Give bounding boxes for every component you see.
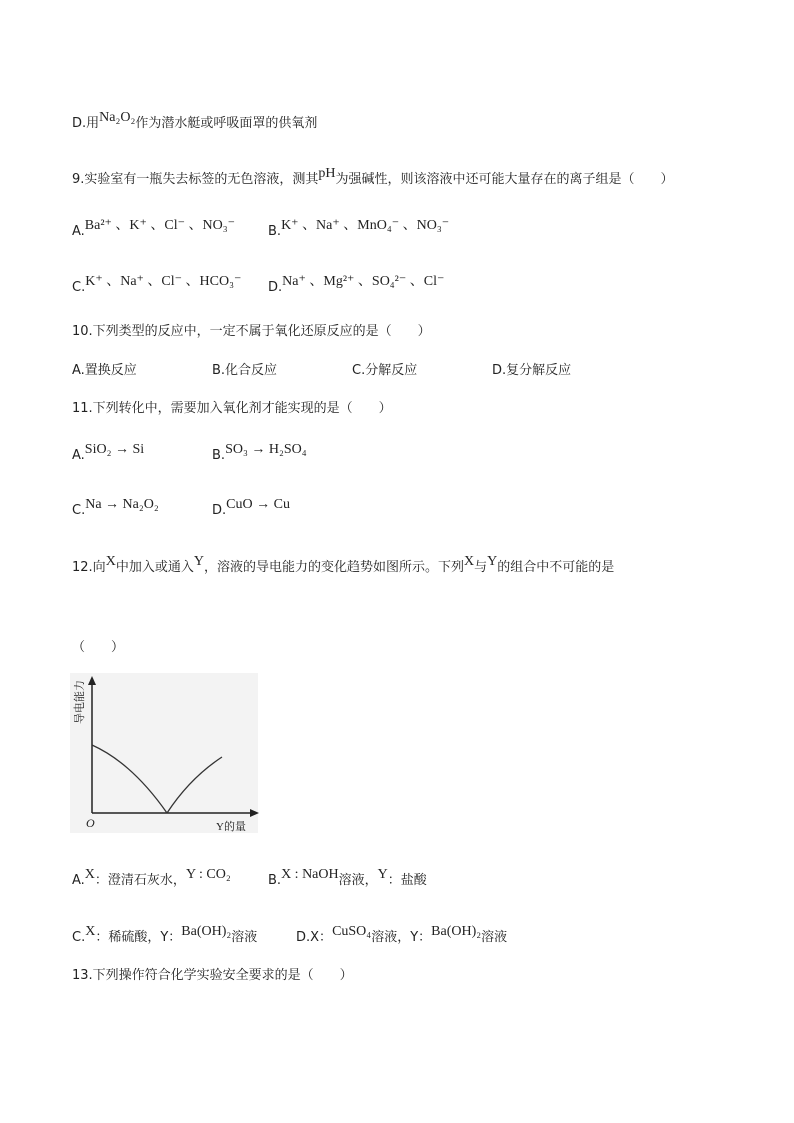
q12-b-y: Y (377, 867, 388, 882)
q12-t3: ，溶液的导电能力的变化趋势如图所示。下列 (203, 560, 464, 575)
q9-c-ions: K⁺ 、Na⁺ 、Cl⁻ 、HCO₃⁻ (85, 274, 242, 289)
q13-question: 13.下列操作符合化学实验安全要求的是（ ） (72, 968, 353, 983)
q10-option-d: D.复分解反应 (492, 363, 572, 378)
q10-option-b: B.化合反应 (212, 363, 278, 378)
q11-c-label: C. (72, 503, 86, 518)
q12-option-a (72, 869, 231, 889)
q12-y: Y (193, 554, 204, 569)
q9-option-c (72, 276, 241, 296)
q9-d-label: D. (268, 280, 283, 295)
q12-b-x: X : NaOH (281, 867, 339, 882)
q9-question (72, 168, 674, 188)
q9-d-ions: Na⁺ 、Mg²⁺ 、SO₄²⁻ 、Cl⁻ (282, 274, 445, 289)
q12-y2: Y (487, 554, 498, 569)
q11-c-formula: Na → Na₂O₂ (85, 497, 159, 512)
q12-t2: 中加入或通入 (115, 560, 194, 575)
q12-b-label: B. (268, 873, 282, 888)
q12-a-label: A. (72, 873, 85, 888)
q12-t5: 的组合中不可能的是 (497, 560, 615, 575)
q12-b-mid: 溶液， (338, 873, 378, 888)
q9-b-ions: K⁺ 、Na⁺ 、MnO₄⁻ 、NO₃⁻ (281, 218, 450, 233)
q11-a-formula: SiO₂ → Si (84, 442, 145, 457)
q9-option-d (268, 276, 444, 296)
q9-ph: pH (318, 166, 336, 181)
q8-d-formula: Na₂O₂ (99, 110, 136, 125)
q12-paren: （ ） (72, 640, 125, 655)
q9-a-label: A. (72, 224, 85, 239)
graph-x-label: Y的量 (216, 821, 246, 833)
q12-x2: X (463, 554, 475, 569)
q12-d-formula2: Ba(OH)₂ (431, 924, 482, 939)
q12-question (72, 556, 614, 576)
q8-d-prefix: D.用 (72, 116, 100, 131)
q11-option-a (72, 442, 145, 464)
q12-x: X (105, 554, 116, 569)
q9-option-b (268, 220, 449, 240)
q12-c-formula: Ba(OH)₂ (181, 924, 232, 939)
q12-a-y: Y : CO₂ (185, 867, 231, 882)
graph-y-label: 导电能力 (74, 680, 86, 724)
q10-question: 10.下列类型的反应中，一定不属于氧化还原反应的是（ ） (72, 324, 431, 339)
q9-text-a: 9.实验室有一瓶失去标签的无色溶液，测其 (72, 172, 319, 187)
q12-d-end: 溶液 (481, 930, 508, 945)
graph-origin-label: O (86, 816, 95, 830)
q11-b-label: B. (212, 448, 226, 463)
q12-option-b (268, 869, 427, 889)
q9-a-ions: Ba²⁺ 、K⁺ 、Cl⁻ 、NO₃⁻ (84, 218, 236, 233)
q12-d-label: D.X： (296, 930, 333, 945)
q12-c-label: C. (72, 930, 86, 945)
q11-d-formula: CuO → Cu (226, 497, 290, 512)
q12-option-d (296, 926, 507, 946)
q11-a-label: A. (72, 448, 85, 463)
q12-a-x: X (84, 867, 95, 882)
q12-b-end: ：盐酸 (387, 873, 427, 888)
q9-b-label: B. (268, 224, 282, 239)
q12-option-c (72, 926, 257, 946)
q10-option-a: A.置换反应 (72, 363, 137, 378)
q11-option-b (212, 442, 307, 464)
q12-d-formula: CuSO₄ (332, 924, 372, 939)
q12-conductivity-graph (70, 673, 260, 838)
q11-option-c (72, 497, 159, 519)
q8-d-text: 作为潜水艇或呼吸面罩的供氧剂 (135, 116, 318, 131)
q9-c-label: C. (72, 280, 86, 295)
q12-a-colon: ：澄清石灰水， (94, 873, 186, 888)
q12-d-mid: 溶液，Y： (371, 930, 432, 945)
q9-text-b: 为强碱性，则该溶液中还可能大量存在的离子组是（ ） (335, 172, 674, 187)
q11-b-formula: SO₃ → H₂SO₄ (225, 442, 307, 457)
q10-option-c: C.分解反应 (352, 363, 418, 378)
q12-t1: 12.向 (72, 560, 106, 575)
q11-question: 11.下列转化中，需要加入氧化剂才能实现的是（ ） (72, 401, 392, 416)
q11-option-d (212, 497, 290, 519)
q9-option-a (72, 220, 235, 240)
q12-c-mid: ：稀硫酸，Y： (95, 930, 182, 945)
q12-t4: 与 (474, 560, 488, 575)
q12-c-x: X (85, 924, 96, 939)
q8-option-d (72, 112, 317, 132)
q11-d-label: D. (212, 503, 227, 518)
q12-c-end: 溶液 (231, 930, 258, 945)
